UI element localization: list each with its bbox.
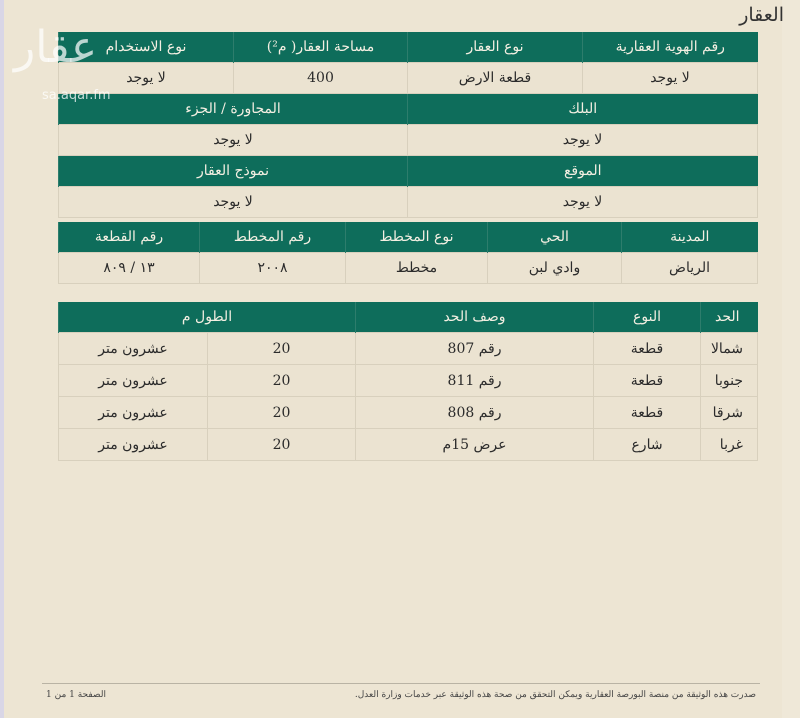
header-boundary: الحد	[701, 302, 758, 333]
header-boundary-description: وصف الحد	[356, 302, 594, 333]
header-plot-number: رقم القطعة	[59, 222, 200, 253]
header-plan-number: رقم المخطط	[200, 222, 346, 253]
watermark-url: sa.aqar.fm	[42, 88, 111, 103]
boundary-length: 20	[208, 365, 356, 397]
boundary-description: رقم 808	[356, 397, 594, 429]
boundary-length-text: عشرون متر	[59, 397, 208, 429]
property-header-row-2	[59, 94, 758, 125]
boundary-row	[59, 397, 758, 429]
property-value-row-3	[59, 187, 758, 218]
header-property-area: مساحة العقار( م²)	[234, 32, 408, 63]
property-header-row-1	[59, 32, 758, 63]
header-usage-type: نوع الاستخدام	[59, 32, 234, 63]
boundary-direction: شرقا	[701, 397, 758, 429]
value-city: الرياض	[622, 253, 758, 284]
boundary-description: رقم 807	[356, 333, 594, 365]
header-property-model: نموذج العقار	[59, 156, 408, 187]
header-district: الحي	[488, 222, 622, 253]
header-property-type: نوع العقار	[408, 32, 583, 63]
property-info-table	[58, 32, 758, 218]
value-property-id: لا يوجد	[583, 63, 758, 94]
value-neighborhood-part: لا يوجد	[59, 125, 408, 156]
location-table	[58, 222, 758, 284]
boundary-type: قطعة	[594, 397, 701, 429]
boundary-row	[59, 429, 758, 461]
value-district: وادي لبن	[488, 253, 622, 284]
boundary-length: 20	[208, 397, 356, 429]
location-header-row	[59, 222, 758, 253]
boundary-type: قطعة	[594, 333, 701, 365]
boundary-direction: شمالا	[701, 333, 758, 365]
value-plan-type: مخطط	[346, 253, 488, 284]
page-right-edge	[782, 0, 800, 718]
boundary-length-text: عشرون متر	[59, 365, 208, 397]
boundary-length: 20	[208, 333, 356, 365]
property-header-row-3	[59, 156, 758, 187]
boundary-type: قطعة	[594, 365, 701, 397]
value-property-model: لا يوجد	[59, 187, 408, 218]
value-plot-number: ١٣ / ٨٠٩	[59, 253, 200, 284]
value-plan-number: ٢٠٠٨	[200, 253, 346, 284]
footer-divider	[42, 683, 760, 684]
header-location: الموقع	[408, 156, 758, 187]
property-value-row-2	[59, 125, 758, 156]
boundaries-header-row	[59, 302, 758, 333]
value-location: لا يوجد	[408, 187, 758, 218]
property-value-row-1	[59, 63, 758, 94]
boundaries-table	[58, 302, 758, 461]
aqar-logo-icon: عقار	[14, 22, 98, 73]
header-neighborhood-part: المجاورة / الجزء	[59, 94, 408, 125]
boundary-description: رقم 811	[356, 365, 594, 397]
location-value-row	[59, 253, 758, 284]
header-boundary-type: النوع	[594, 302, 701, 333]
boundary-row	[59, 333, 758, 365]
value-usage-type: لا يوجد	[59, 63, 234, 94]
header-length: الطول م	[59, 302, 356, 333]
header-block: البلك	[408, 94, 758, 125]
page-title: العقار	[739, 4, 784, 26]
boundary-length-text: عشرون متر	[59, 333, 208, 365]
boundary-direction: جنوبا	[701, 365, 758, 397]
footer-verification-note: صدرت هذه الوثيقة من منصة البورصة العقارية ويمكن التحقق من صحة هذه الوثيقة عبر خدمات وزارة العدل.	[354, 690, 756, 700]
boundary-row	[59, 365, 758, 397]
page-left-edge	[0, 0, 4, 718]
boundary-length: 20	[208, 429, 356, 461]
boundary-direction: غربا	[701, 429, 758, 461]
footer-page-number: الصفحة 1 من 1	[46, 690, 106, 700]
value-property-type: قطعة الارض	[408, 63, 583, 94]
boundary-type: شارع	[594, 429, 701, 461]
value-property-area: 400	[234, 63, 408, 94]
boundary-description: عرض 15م	[356, 429, 594, 461]
header-city: المدينة	[622, 222, 758, 253]
header-plan-type: نوع المخطط	[346, 222, 488, 253]
value-block: لا يوجد	[408, 125, 758, 156]
header-property-id: رقم الهوية العقارية	[583, 32, 758, 63]
boundary-length-text: عشرون متر	[59, 429, 208, 461]
